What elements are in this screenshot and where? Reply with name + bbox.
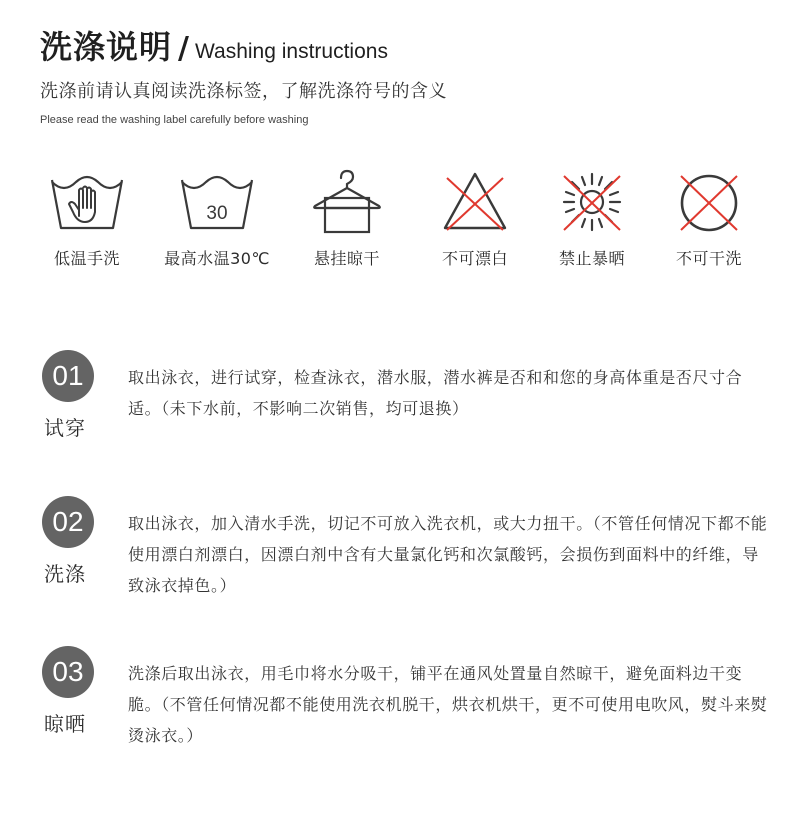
subtitle-en: Please read the washing label carefully before washing <box>40 114 309 126</box>
care-symbol-wash-30 <box>152 168 282 269</box>
step-number-badge: 01 <box>42 350 94 402</box>
hanger-dry-icon <box>307 168 387 234</box>
step-name: 晾晒 <box>44 712 86 736</box>
step-name: 洗涤 <box>44 562 86 586</box>
care-symbol-hand-wash <box>22 168 152 269</box>
title-en: Washing instructions <box>194 40 388 63</box>
step-01 <box>40 350 780 450</box>
care-symbol-no-bleach <box>410 168 540 269</box>
hand-wash-icon <box>47 168 127 234</box>
care-symbol-hang-dry <box>282 168 412 269</box>
step-03 <box>40 646 780 756</box>
step-text: 取出泳衣，进行试穿，检查泳衣，潜水服，潜水裤是否和和您的身高体重是否尺寸合适。（未下水前，不影响二次销售，均可退换） <box>128 368 743 418</box>
care-label: 禁止暴晒 <box>558 249 625 268</box>
care-symbols-row <box>22 168 782 288</box>
no-bleach-icon <box>435 168 515 234</box>
step-number-badge: 02 <box>42 496 94 548</box>
title-cn: 洗涤说明 <box>40 28 173 66</box>
page-title <box>40 22 388 68</box>
step-number-badge: 03 <box>42 646 94 698</box>
subtitle-cn: 洗涤前请认真阅读洗涤标签，了解洗涤符号的含义 <box>40 81 447 102</box>
care-label: 不可漂白 <box>441 249 508 268</box>
care-label: 不可干洗 <box>675 249 742 268</box>
step-name: 试穿 <box>44 416 86 440</box>
care-symbol-no-sun <box>527 168 657 269</box>
care-symbol-no-dry-clean <box>644 168 774 269</box>
header <box>40 22 388 68</box>
care-label: 最高水温30℃ <box>164 249 270 268</box>
step-text: 洗涤后取出泳衣，用毛巾将水分吸干，铺平在通风处置量自然晾干，避免面料边干变脆。（不管任何情况都不能使用洗衣机脱干，烘衣机烘干，更不可使用电吹风，熨斗来熨烫泳衣。） <box>128 664 768 745</box>
care-label: 低温手洗 <box>53 249 120 268</box>
care-label: 悬挂晾干 <box>313 249 380 268</box>
title-slash: / <box>178 31 189 66</box>
no-dry-clean-icon <box>669 168 749 234</box>
step-text: 取出泳衣，加入清水手洗，切记不可放入洗衣机，或大力扭干。（不管任何情况下都不能使用漂白剂漂白，因漂白剂中含有大量氯化钙和次氯酸钙，会损伤到面料中的纤维，导致泳衣掉色。） <box>128 514 768 595</box>
step-02 <box>40 496 780 606</box>
no-sun-icon <box>552 168 632 234</box>
wash-temp-value: 30 <box>206 203 228 224</box>
wash-30-icon <box>177 168 257 234</box>
